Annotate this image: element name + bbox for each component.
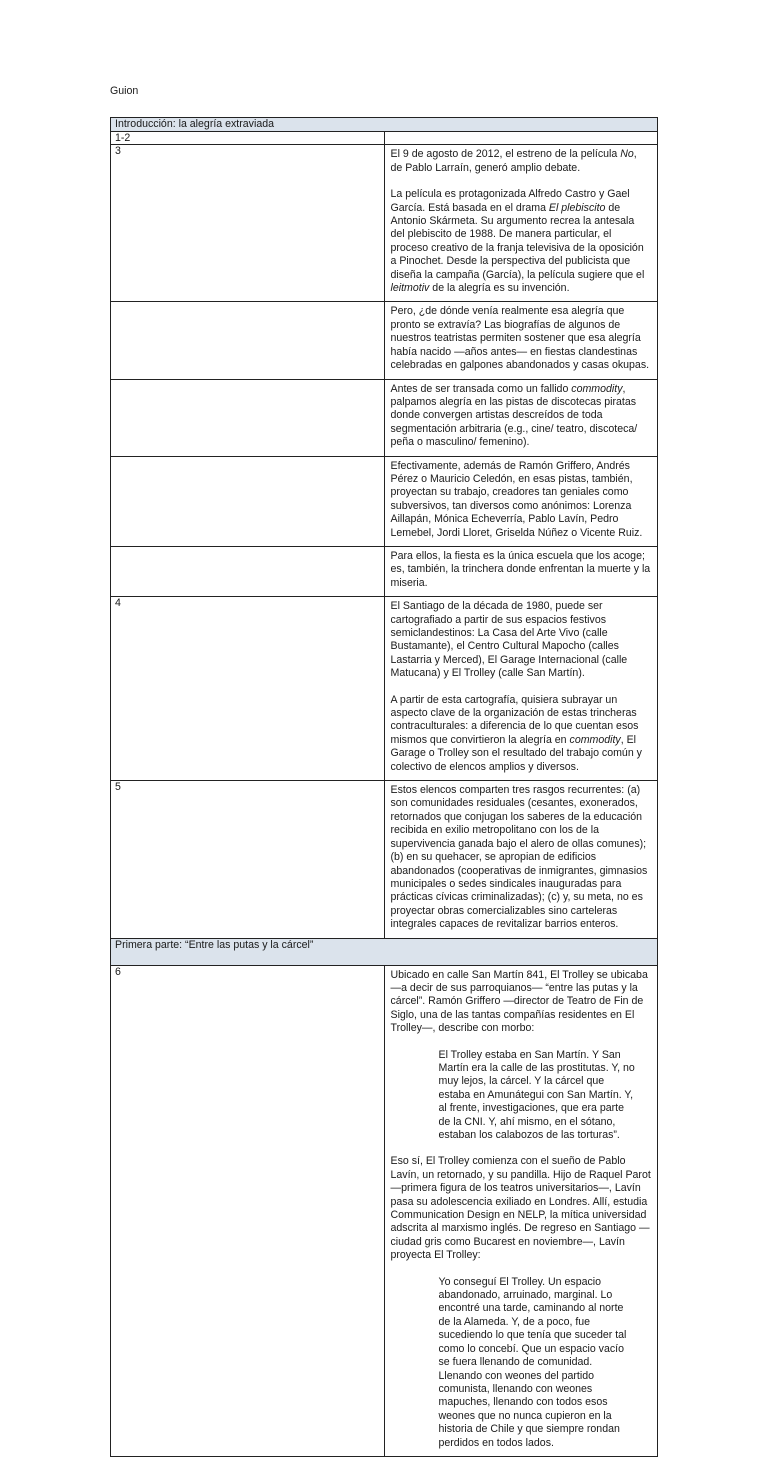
paragraph: Ubicado en calle San Martín 841, El Trolley se ubicaba —a decir de sus parroquianos— “entre las putas y la cárcel”. Ramón Griffero —director de Teatro de Fin de Siglo, una de las tantas compañías residentes en El Trolley—, describe con morbo: (390, 968, 648, 1035)
table-row (111, 546, 658, 596)
paragraph: Para ellos, la fiesta es la única escuela que los acoge; es, también, la trinchera donde enfrentan la muerte y la miseria. (390, 549, 651, 589)
table-row (111, 781, 658, 938)
section-header-intro (111, 118, 658, 132)
section-heading: Primera parte: “Entre las putas y la cárcel” (111, 938, 658, 965)
paragraph: Antes de ser transada como un fallido commodity, palpamos alegría en las pistas de discotecas piratas donde convergen artistas descreídos de toda segmentación arbitraria (e.g., cine/ teatro, discoteca/ peña o masculino/ femenino). (390, 382, 638, 449)
section-heading: Introducción: la alegría extraviada (111, 118, 658, 132)
row-number (111, 456, 385, 546)
table-row (111, 132, 658, 145)
paragraph: A partir de esta cartografía, quisiera subrayar un aspecto clave de la organización de estas trincheras contraculturales: a diferencia de lo que cuentan esos mismos que convirtieron la alegría en commodity, El Garage o Trolley son el resultado del trabajo común y colectivo de elencos amplios y diversos. (390, 693, 642, 773)
row-content (384, 302, 658, 379)
row-content (384, 132, 658, 145)
table-row (111, 145, 658, 302)
paragraph: Eso sí, El Trolley comienza con el sueño de Pablo Lavín, un retornado, y su pandilla. Hijo de Raquel Parot —primera figura de los teatros universitarios—, Lavín pasa su adolescencia exiliado en Londres. Allí, estudia Communication Design en NELP, la mítica universidad adscrita al marxismo inglés. De regreso en Santiago —ciudad gris como Bucarest en noviembre—, Lavín proyecta El Trolley: (390, 1155, 651, 1262)
block-quote: El Trolley estaba en San Martín. Y San Martín era la calle de las prostitutas. Y, no muy lejos, la cárcel. Y la cárcel que estaba en Amunátegui con San Martín. Y, al frente, investigaciones, que era parte de la CNI. Y, ahí mismo, en el sótano, estaban los calabozos de las torturas”. (438, 1048, 635, 1141)
table-row (111, 597, 658, 781)
row-content (384, 781, 658, 938)
table-row (111, 456, 658, 546)
row-number: 6 (111, 965, 385, 1456)
paragraph: Estos elencos comparten tres rasgos recurrentes: (a) son comunidades residuales (cesantes, exonerados, retornados que conjugan los saberes de la educación recibida en exilio metropolitano con los de la supervivencia ganada bajo el alero de ollas comunes); (b) en su quehacer, se apropian de edificios abandonados (cooperativas de inmigrantes, gimnasios municipales o sedes sindicales inauguradas para prácticas cívicas criminalizadas); (c) y, su meta, no es proyectar obras comercializables sino carteleras integrales capaces de revitalizar barrios enteros. (390, 784, 648, 931)
paragraph: El Santiago de la década de 1980, puede ser cartografiado a partir de sus espacios festivos semiclandestinos: La Casa del Arte Vivo (calle Bustamante), el Centro Cultural Mapocho (calles Lastarria y Merced), El Garage Internacional (calle Matucana) y El Trolley (calle San Martín). (390, 600, 628, 680)
page-title: Guion (110, 85, 139, 97)
row-number: 3 (111, 145, 385, 302)
row-content (384, 379, 658, 456)
paragraph: Pero, ¿de dónde venía realmente esa alegría que pronto se extravía? Las biografías de algunos de nuestros teatristas permiten sostener que esa alegría había nacido —años antes— en fiestas clandestinas celebradas en galpones abandonados y casas okupas. (390, 305, 650, 372)
row-number (111, 302, 385, 379)
row-number: 4 (111, 597, 385, 781)
row-number: 5 (111, 781, 385, 938)
table-row (111, 302, 658, 379)
table-row (111, 379, 658, 456)
paragraph: El 9 de agosto de 2012, el estreno de la película No, de Pablo Larraín, generó amplio debate. (390, 148, 637, 174)
paragraph: La película es protagonizada Alfredo Castro y Gael García. Está basada en el drama El plebiscito de Antonio Skármeta. Su argumento recrea la antesala del plebiscito de 1988. De manera particular, el proceso creativo de la franja televisiva de la oposición a Pinochet. Desde la perspectiva del publicista que diseña la campaña (García), la película sugiere que el leitmotiv de la alegría es su invención. (390, 188, 645, 295)
row-number: 1-2 (111, 132, 385, 145)
table-row (111, 965, 658, 1456)
section-header-part1 (111, 938, 658, 965)
block-quote: Yo conseguí El Trolley. Un espacio abandonado, arruinado, marginal. Lo encontré una tarde, caminando al norte de la Alameda. Y, de a poco, fue sucediendo lo que tenía que suceder tal como lo concebí. Que un espacio vacío se fuera llenando de comunidad. Llenando con weones del partido comunista, llenando con weones mapuches, llenando con todos esos weones que no nunca cupieron en la historia de Chile y que siempre rondan perdidos en todos lados. (438, 1275, 627, 1449)
row-content (384, 145, 658, 302)
paragraph: Efectivamente, además de Ramón Griffero, Andrés Pérez o Mauricio Celedón, en esas pistas, también, proyectan su trabajo, creadores tan geniales como subversivos, tan diversos como anónimos: Lorenza Aillapán, Mónica Echeverría, Pablo Lavín, Pedro Lemebel, Jordi Lloret, Griselda Núñez o Vicente Ruiz. (390, 459, 643, 539)
row-number (111, 379, 385, 456)
row-content (384, 546, 658, 596)
row-content (384, 597, 658, 781)
row-content (384, 456, 658, 546)
script-table (110, 117, 658, 1457)
row-content (384, 965, 658, 1456)
row-number (111, 546, 385, 596)
